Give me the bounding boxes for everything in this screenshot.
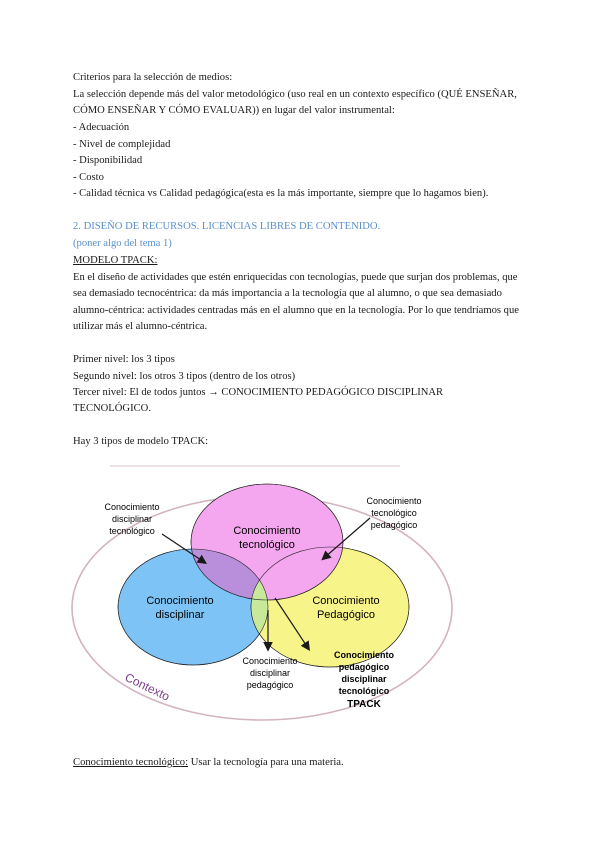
- dt-label-2: disciplinar: [111, 514, 153, 524]
- all-label-3: disciplinar: [341, 674, 387, 684]
- criteria-item: - Adecuación: [73, 122, 130, 133]
- tp-label-3: pedagógico: [370, 520, 418, 530]
- level-line: TECNOLÓGICO.: [73, 403, 151, 414]
- tp-label-2: tecnológico: [371, 508, 417, 518]
- ped-label-2: Pedagógico: [316, 609, 376, 621]
- dt-label-3: tecnológico: [109, 526, 155, 536]
- all-label-2: pedagógico: [338, 662, 390, 672]
- context-label: Contexto: [122, 670, 172, 704]
- criteria-item: - Nivel de complejidad: [73, 139, 171, 150]
- criteria-item: - Costo: [73, 172, 104, 183]
- criteria-intro-line-1: La selección depende más del valor metodológico (uso real en un contexto específico (QUÉ ENSEÑAR,: [73, 89, 517, 100]
- criteria-title: Criterios para la selección de medios:: [73, 72, 233, 83]
- tpack-paragraph-line-3: alumno-céntrica: actividades centradas más en el alumno que en la tecnología. Por lo que tendríamos que: [73, 305, 519, 316]
- footer-line: [73, 755, 528, 771]
- level-line: Tercer nivel: El de todos juntos → CONOCIMIENTO PEDAGÓGICO DISCIPLINAR: [73, 387, 444, 398]
- dp-label-1: Conocimiento: [242, 656, 298, 666]
- tpack-subheading: MODELO TPACK:: [73, 255, 158, 266]
- all-label-1: Conocimiento: [334, 650, 394, 660]
- dp-label-2: disciplinar: [249, 668, 291, 678]
- types-intro: Hay 3 tipos de modelo TPACK:: [73, 436, 209, 447]
- all-label-4: tecnológico: [338, 686, 390, 696]
- tpack-diagram: [70, 462, 460, 724]
- criteria-item: - Disponibilidad: [73, 155, 143, 166]
- level-line: Primer nivel: los 3 tipos: [73, 354, 175, 365]
- level-line: Segundo nivel: los otros 3 tipos (dentro de los otros): [73, 371, 296, 382]
- ped-label-1: Conocimiento: [312, 595, 380, 607]
- footer-definition: Usar la tecnología para una materia.: [188, 757, 344, 768]
- section-note: (poner algo del tema 1): [73, 238, 172, 249]
- tpack-paragraph-line-2: sea demasiado tecnocéntrica: da más importancia a la tecnología que al alumno, o que sea demasiado: [73, 288, 502, 299]
- dt-label-1: Conocimiento: [104, 502, 160, 512]
- criteria-item: - Calidad técnica vs Calidad pedagógica(esta es la más importante, siempre que lo hagamos bien).: [73, 188, 489, 199]
- tpack-paragraph-line-1: En el diseño de actividades que estén enriquecidas con tecnologías, puede que surjan dos problemas, que: [73, 272, 518, 283]
- section-heading: 2. DISEÑO DE RECURSOS. LICENCIAS LIBRES DE CONTENIDO.: [73, 221, 381, 232]
- tpack-paragraph-line-4: utilizar más el alumno-céntrica.: [73, 321, 208, 332]
- disc-label-1: Conocimiento: [146, 595, 214, 607]
- tech-label-2: tecnológico: [239, 539, 295, 551]
- tp-label-1: Conocimiento: [366, 496, 422, 506]
- disc-label-2: disciplinar: [155, 609, 205, 621]
- criteria-intro-line-2: CÓMO ENSEÑAR Y CÓMO EVALUAR)) en lugar del valor instrumental:: [73, 105, 395, 116]
- tpack-label: TPACK: [347, 699, 381, 710]
- dp-label-3: pedagógico: [246, 680, 294, 690]
- tech-label-1: Conocimiento: [233, 525, 301, 537]
- footer-term: Conocimiento tecnológico:: [73, 757, 189, 768]
